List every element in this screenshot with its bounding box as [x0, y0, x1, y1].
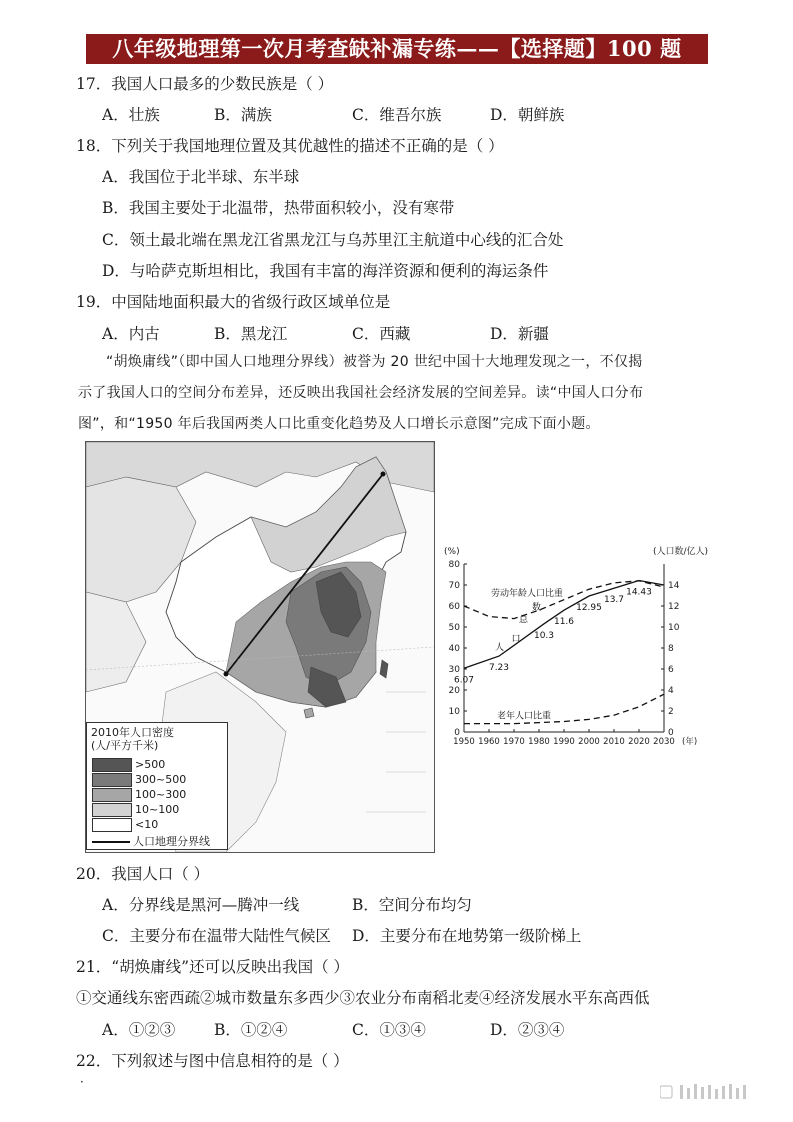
question-17-stem: 17．我国人口最多的少数民族是（ ）	[76, 75, 334, 93]
data-label: 11.6	[553, 617, 575, 628]
question-22-stem: 22．下列叙述与图中信息相符的是（ ）	[76, 1052, 349, 1070]
legend-swatch	[92, 788, 132, 802]
q20-option-c: C．主要分布在温带大陆性气候区	[102, 927, 331, 945]
question-21-stem: 21．“胡焕庸线”还可以反映出我国（ ）	[76, 958, 349, 976]
legend-item	[92, 788, 186, 801]
q20-option-b: B．空间分布均匀	[352, 896, 472, 914]
data-label: 10.3	[533, 630, 555, 641]
right-tick-label: 10	[668, 623, 680, 633]
legend-title-line-1: 2010年人口密度	[91, 726, 174, 739]
q21-option-a: A．①②③	[102, 1021, 176, 1039]
annotation-pop: 人	[495, 643, 505, 653]
x-tick-label: 2010	[603, 737, 625, 747]
x-tick-label: 1950	[453, 737, 475, 747]
x-axis-unit: (年)	[682, 737, 698, 747]
x-tick-label: 2000	[578, 737, 600, 747]
q18-option-c: C．领土最北端在黑龙江省黑龙江与乌苏里江主航道中心线的汇合处	[102, 231, 564, 249]
data-label: 7.23	[488, 663, 510, 674]
left-tick-label: 10	[448, 707, 460, 717]
legend-swatch	[92, 773, 132, 787]
question-19-stem: 19．中国陆地面积最大的省级行政区域单位是	[76, 293, 391, 311]
legend-label: >500	[135, 758, 166, 771]
series-line	[464, 694, 664, 723]
right-tick-label: 14	[668, 581, 680, 591]
passage-line-2: 示了我国人口的空间分布差异，还反映出我国社会经济发展的空间差异。读“中国人口分布	[78, 385, 644, 401]
q17-option-b: B．满族	[214, 106, 272, 124]
x-tick-label: 1970	[503, 737, 525, 747]
legend-swatch	[92, 758, 132, 772]
x-tick-label: 2030	[653, 737, 675, 747]
legend-label: 300~500	[135, 773, 187, 786]
legend-item	[92, 758, 165, 771]
page-title: 八年级地理第一次月考查缺补漏专练——【选择题】100 题	[112, 36, 682, 61]
map-legend	[86, 722, 228, 850]
left-tick-label: 70	[448, 581, 460, 591]
q17-option-c: C．维吾尔族	[352, 106, 442, 124]
left-tick-label: 0	[454, 728, 460, 738]
population-chart-svg	[436, 540, 708, 755]
legend-line-swatch	[92, 841, 130, 843]
data-label: 14.43	[626, 587, 652, 598]
question-21-statements: ①交通线东密西疏②城市数量东多西少③农业分布南稻北麦④经济发展水平东高西低	[76, 989, 650, 1007]
left-tick-label: 20	[448, 686, 460, 696]
question-20-stem: 20．我国人口（ ）	[76, 865, 210, 883]
right-tick-label: 8	[668, 644, 674, 654]
watermark-bars	[660, 1082, 780, 1106]
q17-option-a: A．壮族	[102, 106, 160, 124]
q20-option-d: D．主要分布在地势第一级阶梯上	[352, 927, 582, 945]
left-tick-label: 30	[448, 665, 460, 675]
annotation-labor: 劳动年龄人口比重	[491, 589, 564, 599]
left-tick-label: 50	[448, 623, 460, 633]
q18-option-b: B．我国主要处于北温带，热带面积较小，没有寒带	[102, 199, 455, 217]
right-tick-label: 12	[668, 602, 680, 612]
legend-label: <10	[135, 818, 159, 831]
legend-item	[92, 803, 179, 816]
right-axis-label: (人口数/亿人)	[652, 547, 708, 557]
legend-title-line-2: (人/平方千米)	[91, 739, 159, 752]
reading-passage	[78, 347, 718, 440]
passage-line-1: “胡焕庸线”（即中国人口地理分界线）被誉为 20 世纪中国十大地理发现之一，不仅揭	[106, 354, 643, 370]
legend-label: 100~300	[135, 788, 187, 801]
q20-option-a: A．分界线是黑河—腾冲一线	[102, 896, 300, 914]
legend-swatch	[92, 803, 132, 817]
x-tick-label: 1960	[478, 737, 500, 747]
watermark-icon	[660, 1082, 780, 1102]
legend-item	[92, 818, 158, 831]
q19-option-c: C．西藏	[352, 325, 411, 343]
left-tick-label: 60	[448, 602, 460, 612]
q19-option-d: D．新疆	[490, 325, 549, 343]
q19-option-a: A．内古	[102, 325, 160, 343]
left-tick-label: 40	[448, 644, 460, 654]
question-18-stem: 18．下列关于我国地理位置及其优越性的描述不正确的是（ ）	[76, 137, 504, 155]
q17-option-d: D．朝鲜族	[490, 106, 565, 124]
right-tick-label: 4	[668, 686, 674, 696]
x-tick-label: 1980	[528, 737, 550, 747]
passage-line-3: 图”，和“1950 年后我国两类人口比重变化趋势及人口增长示意图”完成下面小题。	[78, 416, 600, 432]
legend-line-label: 人口地理分界线	[133, 835, 210, 848]
annotation-pop: 总	[519, 615, 529, 626]
x-tick-label: 1990	[553, 737, 575, 747]
population-chart	[436, 540, 708, 755]
q19-option-b: B．黑龙江	[214, 325, 288, 343]
data-label: 13.7	[603, 595, 625, 606]
legend-line-item	[92, 833, 210, 849]
left-axis-label: (%)	[444, 547, 460, 557]
q18-option-d: D．与哈萨克斯坦相比，我国有丰富的海洋资源和便利的海运条件	[102, 262, 549, 280]
data-label: 6.07	[453, 675, 475, 686]
legend-title	[91, 726, 174, 752]
legend-label: 10~100	[135, 803, 180, 816]
right-tick-label: 2	[668, 707, 674, 717]
annotation-elder: 老年人口比重	[497, 711, 552, 722]
x-tick-label: 2020	[628, 737, 650, 747]
annotation-pop: 口	[511, 634, 521, 645]
q21-option-d: D．②③④	[490, 1021, 565, 1039]
annotation-pop: 数	[532, 603, 542, 614]
page-title-banner	[86, 34, 708, 64]
data-label: 12.95	[576, 603, 602, 614]
left-tick-label: 80	[448, 560, 460, 570]
q21-option-c: C．①③④	[352, 1021, 426, 1039]
right-tick-label: 6	[668, 665, 674, 675]
right-tick-label: 0	[668, 728, 674, 738]
q18-option-a: A．我国位于北半球、东半球	[102, 168, 300, 186]
q21-option-b: B．①②④	[214, 1021, 288, 1039]
legend-swatch	[92, 818, 132, 832]
stray-dot: ·	[80, 1075, 84, 1089]
series-line	[464, 581, 664, 619]
legend-item	[92, 773, 186, 786]
